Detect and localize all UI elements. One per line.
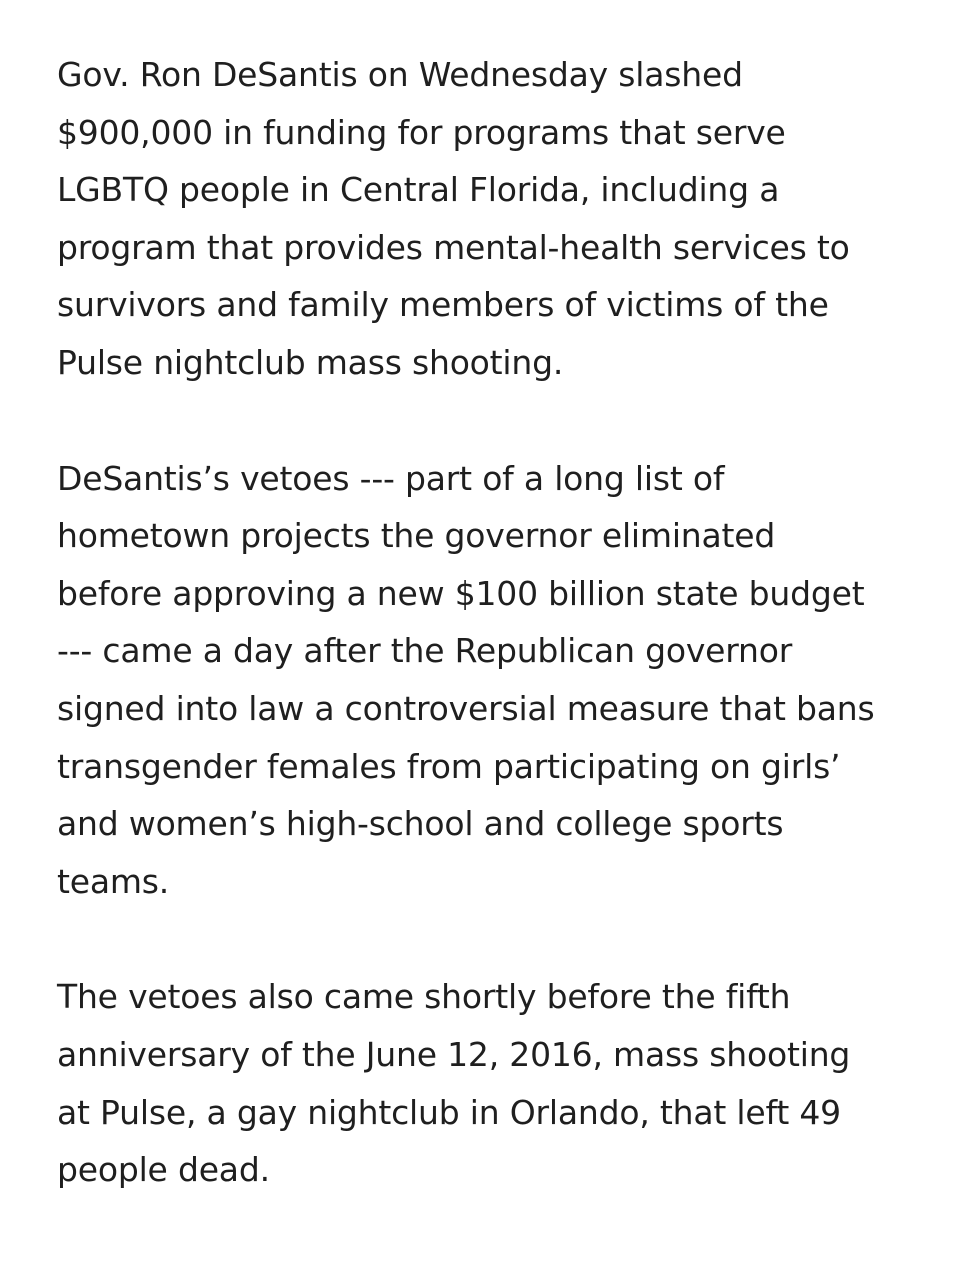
text-line: transgender females from participating on girls’ [57,746,841,786]
text-line: signed into law a controversial measure that bans [57,688,875,728]
text-line: DeSantis’s vetoes --- part of a long list of [57,458,725,498]
text-line: people dead. [57,1150,270,1190]
text-line: and women’s high-school and college sports [57,804,784,844]
text-line: The vetoes also came shortly before the fifth [57,977,791,1017]
text-line: before approving a new $100 billion state budget [57,573,865,613]
article-body [57,46,937,1257]
text-line: Pulse nightclub mass shooting. [57,342,564,382]
paragraph-2 [57,450,937,911]
text-line: teams. [57,861,170,901]
text-line: LGBTQ people in Central Florida, including a [57,170,780,210]
text-line: $900,000 in funding for programs that serve [57,112,786,152]
text-line: hometown projects the governor eliminated [57,516,776,556]
text-line: at Pulse, a gay nightclub in Orlando, that left 49 [57,1092,841,1132]
text-line: program that provides mental-health services to [57,227,850,267]
text-line: Gov. Ron DeSantis on Wednesday slashed [57,55,743,94]
text-line: survivors and family members of victims of the [57,285,829,325]
paragraph-3 [57,968,937,1198]
text-line: --- came a day after the Republican governor [57,631,793,671]
text-line: anniversary of the June 12, 2016, mass shooting [57,1034,851,1074]
paragraph-1 [57,46,937,392]
